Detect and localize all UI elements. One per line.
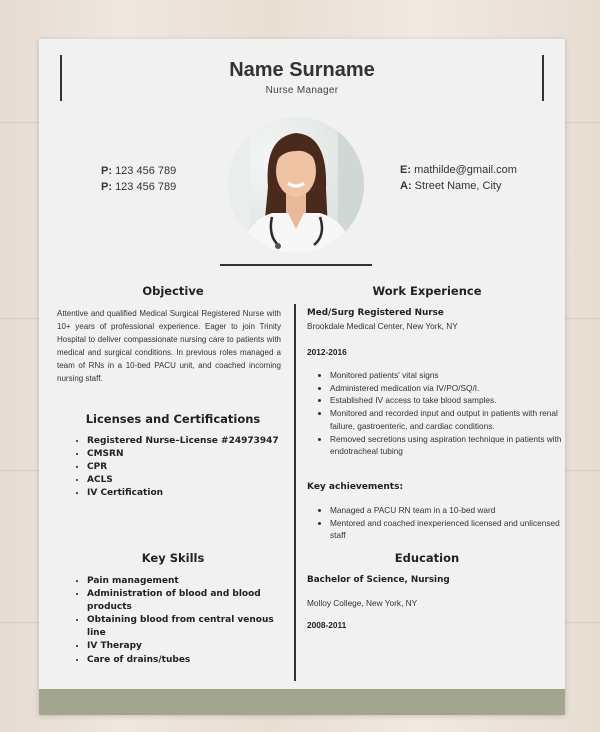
resume-page <box>39 39 565 715</box>
list-item: • Monitored and recorded input and output in patients with renal failure, gastroenteric, and cardiac conditions. <box>330 407 565 432</box>
list-item: • Administered medication via IV/PO/SQ/I. <box>330 382 565 395</box>
list-item: • Mentored and coached inexperienced licensed and unlicensed staff <box>330 517 565 542</box>
profile-photo <box>228 117 364 253</box>
list-item: • IV Therapy <box>87 640 292 653</box>
list-item: • Removed secretions using aspiration technique in patients with endotracheal tubing <box>330 433 565 458</box>
work-years: 2012-2016 <box>307 347 347 357</box>
candidate-name: Name Surname <box>229 59 375 81</box>
list-item: • CMSRN <box>87 448 287 461</box>
email-label: E: <box>400 164 411 176</box>
skills-heading: Key Skills <box>141 551 205 565</box>
list-item: • IV Certification <box>87 487 287 500</box>
education-years: 2008-2011 <box>307 620 347 630</box>
phone-2-label: P: <box>101 181 112 193</box>
list-item: • Managed a PACU RN team in a 10-bed ward <box>330 504 565 517</box>
list-item: • Pain management <box>87 575 292 588</box>
school: Molloy College, New York, NY <box>307 598 418 608</box>
phone-2 <box>101 179 176 195</box>
address-value: Street Name, City <box>414 180 502 192</box>
phone-2-value: 123 456 789 <box>115 181 177 193</box>
education-heading: Education <box>394 551 460 565</box>
list-item: • Registered Nurse–License #24973947 <box>87 435 287 448</box>
objective-text: Attentive and qualified Medical Surgical Registered Nurse with 10+ years of professional experience. Eager to join Trinity Hospital to deliver compassionate nursing care to patients with medical and surgical conditions. In previous roles managed a team of RNs in a 10-bed PACU unit, and coached incoming nursing staff. <box>57 309 281 383</box>
list-item: • Monitored patients' vital signs <box>330 369 565 382</box>
licenses-heading: Licenses and Certifications <box>85 412 261 426</box>
phone-1-label: P: <box>101 165 112 177</box>
address <box>400 178 501 194</box>
phone-1 <box>101 163 176 179</box>
list-item: • Obtaining blood from central venous line <box>87 614 292 640</box>
column-divider <box>294 304 296 681</box>
list-item: • Care of drains/tubes <box>87 654 292 667</box>
duties-list <box>307 369 565 458</box>
phone-1-value: 123 456 789 <box>115 165 177 177</box>
candidate-role: Nurse Manager <box>265 85 339 96</box>
list-item: • Administration of blood and blood products <box>87 588 292 614</box>
achievements-list <box>307 504 565 542</box>
achievements-heading: Key achievements: <box>307 482 404 492</box>
employer: Brookdale Medical Center, New York, NY <box>307 321 458 331</box>
email-value: mathilde@gmail.com <box>414 164 517 176</box>
footer-band <box>39 689 565 715</box>
work-heading: Work Experience <box>372 284 482 298</box>
address-label: A: <box>400 180 412 192</box>
skills-list <box>57 575 292 667</box>
header-divider <box>220 264 372 266</box>
list-item: • CPR <box>87 461 287 474</box>
degree: Bachelor of Science, Nursing <box>307 575 450 585</box>
objective-heading: Objective <box>142 284 204 298</box>
email <box>400 162 517 178</box>
list-item: • ACLS <box>87 474 287 487</box>
job-title: Med/Surg Registered Nurse <box>307 308 444 318</box>
list-item: • Established IV access to take blood samples. <box>330 394 565 407</box>
licenses-list <box>57 435 287 500</box>
